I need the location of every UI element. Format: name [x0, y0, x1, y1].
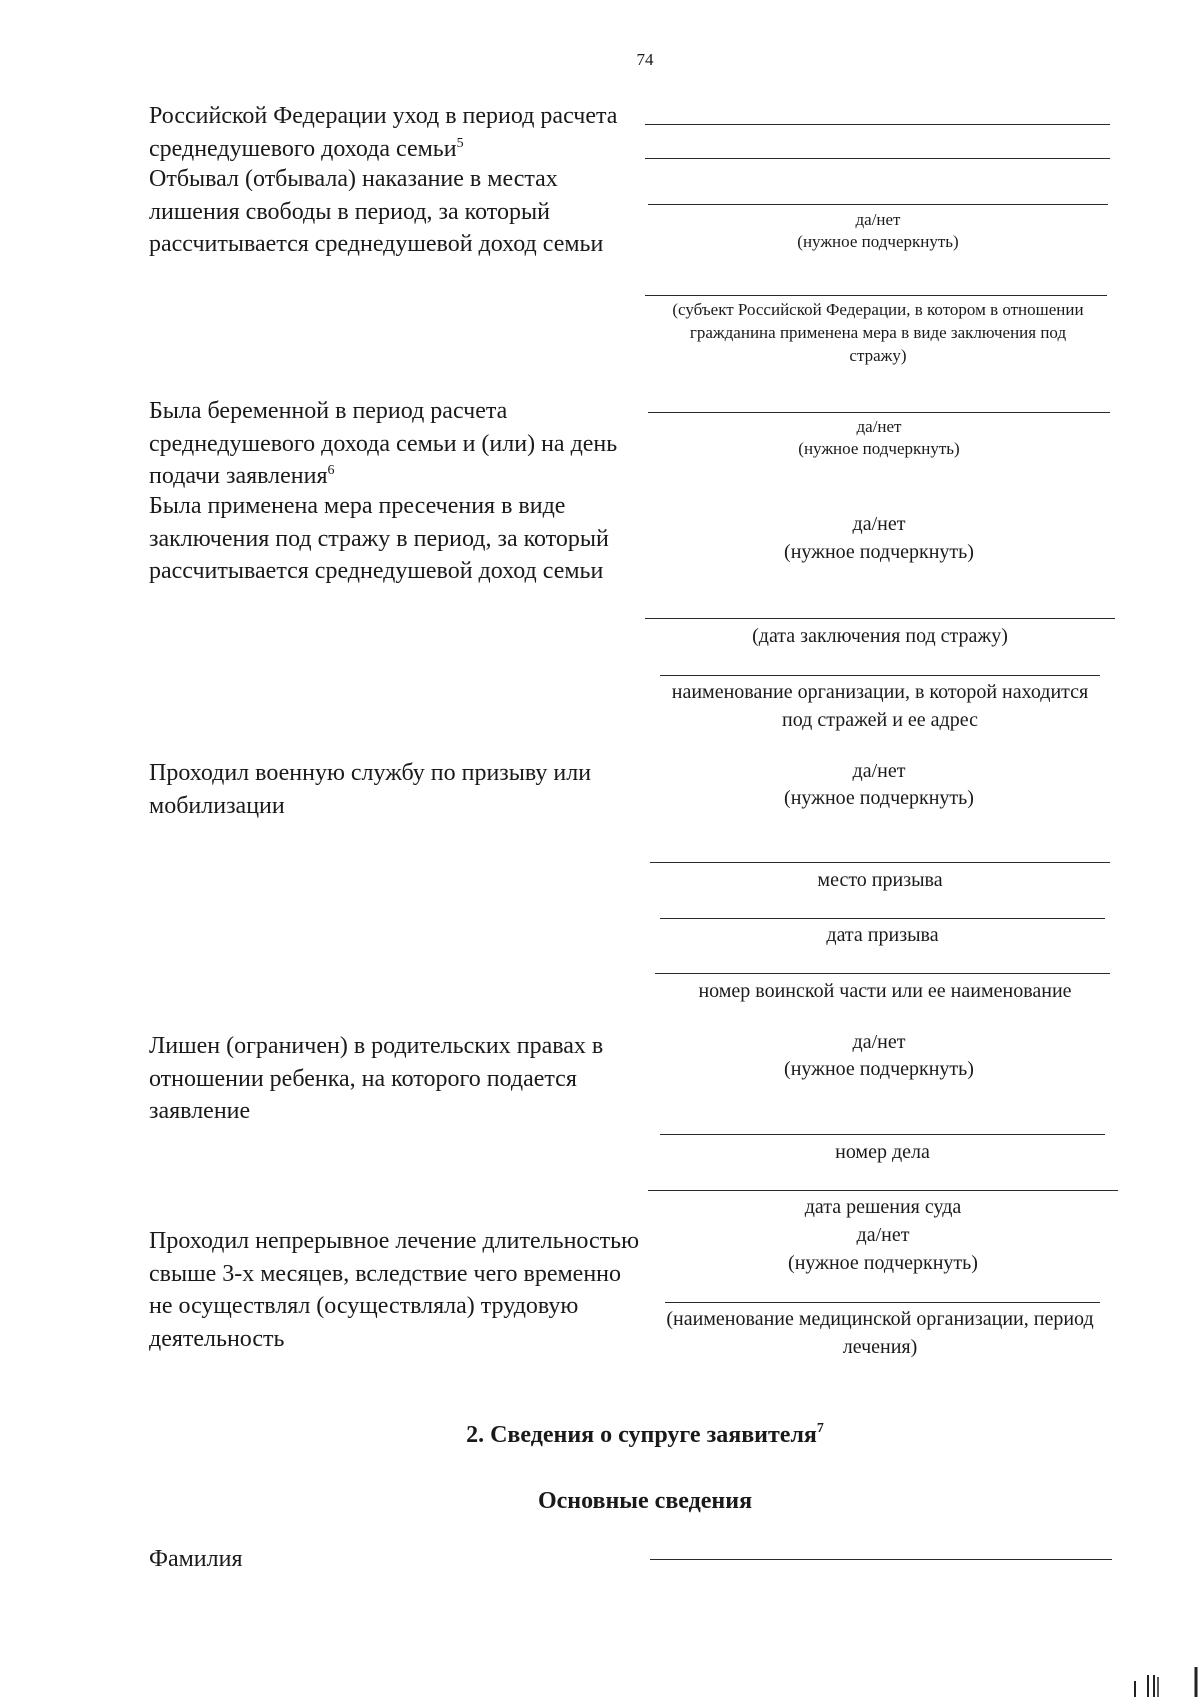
court-date-line[interactable]	[648, 1190, 1118, 1191]
military-unit-line[interactable]	[655, 973, 1110, 974]
yes-no-caption: да/нет	[856, 417, 902, 436]
yes-no-caption: да/нет	[855, 210, 901, 229]
underline-hint: (нужное подчеркнуть)	[784, 1058, 974, 1080]
underline-hint: (нужное подчеркнуть)	[798, 439, 960, 458]
yes-no-caption: да/нет	[856, 1224, 910, 1246]
question-imprisonment: Отбывал (отбывала) наказание в местах лишения свободы в период, за который рассчитывается среднедушевой доход семьи	[149, 166, 604, 257]
question-military-service: Проходил военную службу по призыву или мобилизации	[149, 760, 592, 819]
underline-hint: (нужное подчеркнуть)	[788, 1252, 978, 1274]
case-number-line[interactable]	[660, 1134, 1105, 1135]
section-subtitle: Основные сведения	[537, 1488, 753, 1514]
underline-hint: (нужное подчеркнуть)	[784, 541, 974, 563]
scan-edge-marks	[1080, 1667, 1200, 1697]
question-text: Российской Федерации уход в период расчета среднедушевого дохода семьи	[149, 103, 618, 162]
section-title	[0, 1422, 1200, 1449]
pregnancy-answer-line[interactable]	[648, 412, 1110, 413]
yes-no-caption: да/нет	[852, 1031, 906, 1053]
custody-date-caption: (дата заключения под стражу)	[752, 625, 1008, 647]
footnote-marker: 6	[327, 463, 335, 478]
care-answer-line-2[interactable]	[645, 158, 1110, 159]
underline-hint: (нужное подчеркнуть)	[797, 232, 959, 251]
medical-org-line[interactable]	[665, 1302, 1100, 1303]
section-title-text: 2. Сведения о супруге заявителя	[466, 1422, 817, 1448]
custody-date-line[interactable]	[645, 618, 1115, 619]
military-unit-caption: номер воинской части или ее наименование	[698, 980, 1072, 1002]
question-parental-rights: Лишен (ограничен) в родительских правах в отношении ребенка, на которого подается заявление	[149, 1033, 604, 1124]
draft-place-line[interactable]	[650, 862, 1110, 863]
yes-no-caption: да/нет	[852, 513, 906, 535]
question-care-income	[149, 100, 649, 165]
imprisonment-answer-line[interactable]	[648, 204, 1108, 205]
custody-org-line[interactable]	[660, 675, 1100, 676]
draft-place-caption: место призыва	[817, 869, 943, 891]
surname-label: Фамилия	[149, 1546, 243, 1572]
medical-org-caption: (наименование медицинской организации, период лечения)	[666, 1308, 1094, 1358]
draft-date-line[interactable]	[660, 918, 1105, 919]
surname-input-line[interactable]	[650, 1559, 1112, 1560]
yes-no-caption: да/нет	[852, 760, 906, 782]
subject-rf-caption: (субъект Российской Федерации, в котором в отношении гражданина применена мера в виде заключения под стражу)	[672, 300, 1084, 365]
page-number: 74	[636, 50, 654, 69]
footnote-marker: 7	[816, 1421, 824, 1436]
subject-rf-line[interactable]	[645, 295, 1107, 296]
care-answer-line-1[interactable]	[645, 124, 1110, 125]
question-custody: Была применена мера пресечения в виде заключения под стражу в период, за который рассчитывается среднедушевой доход семьи	[149, 493, 609, 584]
case-number-caption: номер дела	[835, 1141, 930, 1163]
question-pregnancy	[149, 395, 649, 493]
question-treatment: Проходил непрерывное лечение длительностью свыше 3-х месяцев, вследствие чего временно не осуществлял (осуществляла) трудовую деятельность	[149, 1228, 640, 1352]
question-text: Была беременной в период расчета среднедушевого дохода семьи и (или) на день подачи заявления	[149, 398, 618, 489]
underline-hint: (нужное подчеркнуть)	[784, 787, 974, 809]
draft-date-caption: дата призыва	[826, 924, 939, 946]
custody-org-caption: наименование организации, в которой находится под стражей и ее адрес	[671, 681, 1089, 731]
footnote-marker: 5	[456, 135, 464, 151]
court-date-caption: дата решения суда	[804, 1196, 962, 1218]
